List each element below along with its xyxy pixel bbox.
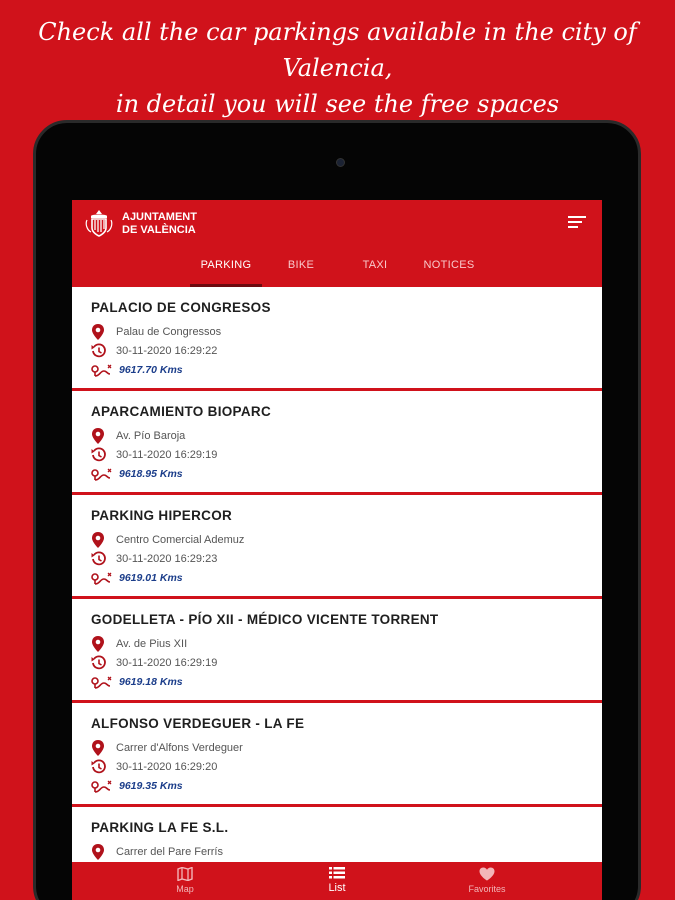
clock-refresh-icon [91,447,107,463]
last-updated: 30-11-2020 16:29:23 [116,553,218,565]
nav-favorites[interactable] [437,867,537,894]
last-updated: 30-11-2020 16:29:22 [116,345,218,357]
route-icon [91,570,113,586]
updated-row [91,343,581,359]
menu-icon[interactable] [568,216,586,230]
parking-address: Av. de Pius XII [116,638,188,650]
parking-list [72,287,602,862]
clock-refresh-icon [91,551,107,567]
address-row [91,324,581,340]
parking-address: Carrer del Pare Ferrís [116,846,223,858]
parking-card[interactable] [72,495,602,596]
distance-value: 9619.18 Kms [119,676,183,688]
nav-map-label: Map [176,884,194,894]
tab-bike[interactable]: BIKE [287,259,315,271]
tab-bar [72,247,602,287]
parking-address: Carrer d'Alfons Verdeguer [116,742,243,754]
address-row [91,740,581,756]
bottom-navigation [72,862,602,900]
distance-row [91,466,581,482]
nav-map[interactable] [135,867,235,894]
parking-name: PARKING HIPERCOR [91,508,233,523]
clock-refresh-icon [91,343,107,359]
list-icon [329,867,345,879]
location-pin-icon [91,324,105,340]
parking-name: PALACIO DE CONGRESOS [91,300,271,315]
updated-row [91,551,581,567]
last-updated: 30-11-2020 16:29:20 [116,761,218,773]
parking-name: ALFONSO VERDEGUER - LA FE [91,716,305,731]
parking-name: GODELLETA - PÍO XII - MÉDICO VICENTE TORRENT [91,612,439,627]
location-pin-icon [91,428,105,444]
updated-row [91,655,581,671]
parking-name: APARCAMIENTO BIOPARC [91,404,272,419]
tab-parking[interactable]: PARKING [200,259,252,271]
route-icon [91,674,113,690]
parking-address: Palau de Congressos [116,326,222,338]
updated-row [91,759,581,775]
distance-value: 9619.01 Kms [119,572,183,584]
parking-address: Av. Pío Baroja [116,430,186,442]
clock-refresh-icon [91,655,107,671]
map-icon [177,867,193,881]
parking-card[interactable] [72,807,602,862]
distance-row [91,778,581,794]
app-screen [72,200,602,900]
distance-value: 9618.95 Kms [119,468,183,480]
heart-icon [479,867,495,881]
brand-name [122,211,197,237]
parking-card[interactable] [72,599,602,700]
route-icon [91,466,113,482]
parking-card[interactable] [72,391,602,492]
parking-address: Centro Comercial Ademuz [116,534,245,546]
last-updated: 30-11-2020 16:29:19 [116,657,218,669]
app-bar [72,200,602,247]
location-pin-icon [91,844,105,860]
city-crest-logo [84,208,114,238]
promo-line-2: in detail you will see the free spaces [115,90,560,118]
address-row [91,844,581,860]
promo-caption [0,14,675,122]
location-pin-icon [91,740,105,756]
parking-name: PARKING LA FE S.L. [91,820,229,835]
camera-icon [336,158,345,167]
address-row [91,428,581,444]
route-icon [91,362,113,378]
location-pin-icon [91,636,105,652]
parking-card[interactable] [72,287,602,388]
updated-row [91,447,581,463]
parking-card[interactable] [72,703,602,804]
tab-taxi[interactable]: TAXI [362,259,388,271]
nav-favorites-label: Favorites [468,884,506,894]
nav-list[interactable] [287,867,387,894]
distance-row [91,674,581,690]
distance-row [91,570,581,586]
tab-notices[interactable]: NOTICES [423,259,475,271]
location-pin-icon [91,532,105,548]
address-row [91,636,581,652]
promo-line-1: Check all the car parkings available in the city of Valencia, [38,18,637,82]
distance-row [91,362,581,378]
nav-list-label: List [328,882,346,894]
address-row [91,532,581,548]
last-updated: 30-11-2020 16:29:19 [116,449,218,461]
brand-line-2: DE VALÈNCIA [122,224,196,236]
route-icon [91,778,113,794]
brand-line-1: AJUNTAMENT [122,211,197,223]
distance-value: 9619.35 Kms [119,780,183,792]
clock-refresh-icon [91,759,107,775]
distance-value: 9617.70 Kms [119,364,183,376]
